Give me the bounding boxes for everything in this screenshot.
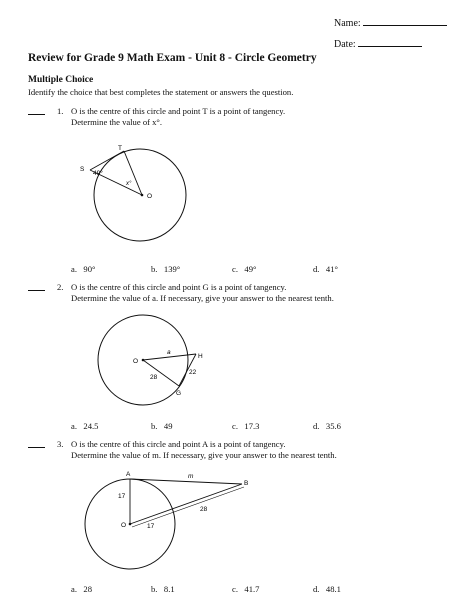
date-label: Date: <box>334 39 356 50</box>
option-letter: d. <box>313 421 320 431</box>
tangent-segment-ab <box>130 479 242 484</box>
label-s: S <box>80 166 85 173</box>
option-value: 49° <box>244 264 257 274</box>
option-value: 24.5 <box>83 421 99 431</box>
option-value: 48.1 <box>325 584 341 594</box>
label-x: x° <box>126 181 132 187</box>
option-letter: b. <box>151 264 158 274</box>
question-number-q2: 2. <box>57 282 64 292</box>
label-b: B <box>244 480 249 487</box>
question-text-q2-line1: O is the centre of this circle and point G is a point of tangency. <box>71 282 287 292</box>
segment-ob-offset <box>132 487 244 527</box>
label-o: O <box>121 522 127 529</box>
option-q3-b[interactable] <box>151 584 175 594</box>
option-letter: d. <box>313 584 320 594</box>
option-letter: a. <box>71 264 77 274</box>
question-text-q3-line1: O is the centre of this circle and point A is a point of tangency. <box>71 439 286 449</box>
option-value: 49 <box>163 421 173 431</box>
label-segment: 28 <box>200 506 208 513</box>
question-text-q1-line2: Determine the value of x°. <box>71 117 163 127</box>
option-value: 17.3 <box>244 421 260 431</box>
name-label: Name: <box>334 18 361 29</box>
question-text-q3-line2: Determine the value of m. If necessary, give your answer to the nearest tenth. <box>71 450 337 460</box>
option-letter: b. <box>151 584 158 594</box>
option-value: 28 <box>83 584 93 594</box>
option-value: 139° <box>163 264 181 274</box>
question-text-q1-line1: O is the centre of this circle and point T is a point of tangency. <box>71 106 286 116</box>
option-value: 90° <box>83 264 96 274</box>
label-o: O <box>133 358 139 365</box>
label-h: H <box>198 353 203 360</box>
option-q3-c[interactable] <box>232 584 259 594</box>
option-letter: c. <box>232 264 238 274</box>
label-tangent: 22 <box>189 369 197 376</box>
option-value: 35.6 <box>325 421 341 431</box>
label-radius-lower: 17 <box>147 523 155 530</box>
label-t: T <box>118 145 122 152</box>
page-title: Review for Grade 9 Math Exam - Unit 8 - Circle Geometry <box>28 52 317 64</box>
option-value: 41° <box>325 264 338 274</box>
option-letter: d. <box>313 264 320 274</box>
label-a: a <box>167 349 171 356</box>
label-a: A <box>126 471 131 478</box>
label-o: O <box>147 193 153 200</box>
option-value: 8.1 <box>163 584 175 594</box>
section-heading: Multiple Choice <box>28 75 94 85</box>
segment-ob <box>130 484 242 524</box>
option-q3-d[interactable] <box>313 584 341 594</box>
option-value: 41.7 <box>244 584 260 594</box>
option-letter: c. <box>232 584 238 594</box>
question-text-q2-line2: Determine the value of a. If necessary, give your answer to the nearest tenth. <box>71 293 334 303</box>
option-letter: c. <box>232 421 238 431</box>
section-instructions: Identify the choice that best completes the statement or answers the question. <box>28 87 294 97</box>
label-radius: 28 <box>150 374 158 381</box>
centre-point-o <box>129 523 132 526</box>
label-g: G <box>176 390 182 397</box>
label-angle: 49° <box>93 170 103 177</box>
option-q3-a[interactable] <box>71 584 92 594</box>
option-letter: a. <box>71 584 77 594</box>
option-letter: b. <box>151 421 158 431</box>
option-letter: a. <box>71 421 77 431</box>
question-number-q1: 1. <box>57 106 64 116</box>
question-number-q3: 3. <box>57 439 64 449</box>
label-m: m <box>188 473 194 480</box>
label-radius-vertical: 17 <box>118 493 126 500</box>
